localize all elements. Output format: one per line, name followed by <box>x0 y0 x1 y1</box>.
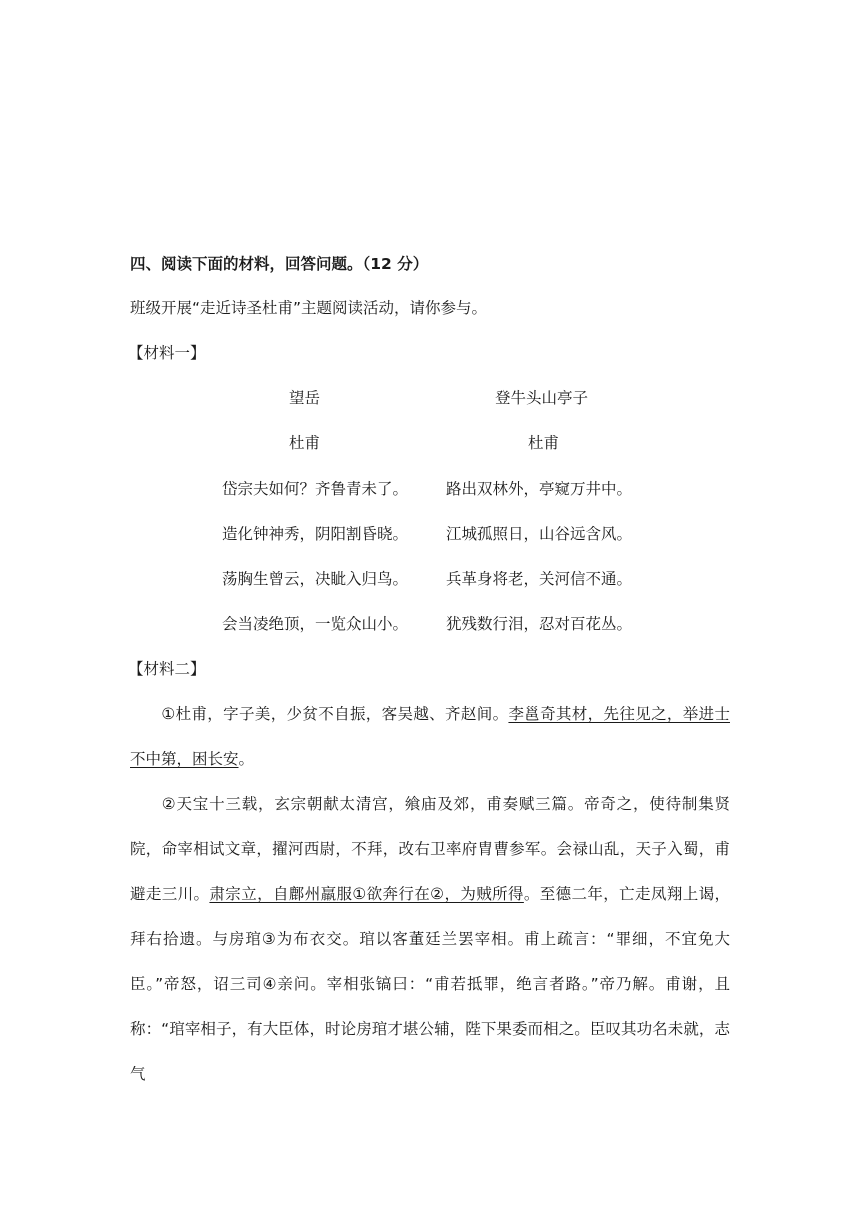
material-two-paragraph-1 <box>130 692 730 782</box>
material-two-paragraph-2 <box>130 782 730 1097</box>
poem-left-line: 造化钟神秀，阴阳割昏晓。 <box>222 525 409 543</box>
paragraph-2-text-cont: 。至德二年，亡走凤翔上谒，拜右拾遗。与房琯③为布衣交。琯以客董廷兰罢宰相。甫上疏言：“罪细，不宜免大臣。”帝怒，诏三司④亲问。宰相张镐曰：“甫若抵罪，绝言者路。”帝乃解。甫谢，且称：“琯宰相子，有大臣体，时论房琯才堪公辅，陛下果委而相之。臣叹其功名未就，志气 <box>130 885 730 1083</box>
paragraph-1-underlined: 李邕奇其材，先往见之，举进士不中第，困长安 <box>130 705 730 768</box>
paragraph-1-end: 。 <box>238 750 255 768</box>
poem-left-title: 望岳 <box>289 389 321 407</box>
poem-right-author: 杜甫 <box>528 434 560 452</box>
poem-right-title: 登牛头山亭子 <box>495 389 589 407</box>
section-heading: 四、阅读下面的材料，回答问题。（12 分） <box>130 255 429 273</box>
paragraph-2-text: ②天宝十三载，玄宗朝献太清宫，飨庙及郊，甫奏赋三篇。帝奇之，使待制集贤院，命宰相试文章，擢河西尉，不拜，改右卫率府胄曹参军。会禄山乱，天子入蜀，甫避走三川。 <box>130 795 730 903</box>
poem-left-line: 会当凌绝顶，一览众山小。 <box>222 615 409 633</box>
section-intro: 班级开展“走近诗圣杜甫”主题阅读活动，请你参与。 <box>130 299 488 317</box>
poem-right-line: 兵革身将老，关河信不通。 <box>446 570 633 588</box>
poem-right-line: 路出双林外，亭窥万井中。 <box>446 480 633 498</box>
poem-left-line: 荡胸生曾云，决眦入归鸟。 <box>222 570 409 588</box>
poem-left-line: 岱宗夫如何？齐鲁青未了。 <box>222 480 409 498</box>
poem-left-author: 杜甫 <box>289 434 321 452</box>
paragraph-2-underlined: 肃宗立，自鄜州羸服①欲奔行在②，为贼所得 <box>209 885 524 903</box>
paragraph-1-text: ①杜甫，字子美，少贫不自振，客吴越、齐赵间。 <box>161 705 509 723</box>
poem-right-line: 江城孤照日，山谷远含风。 <box>446 525 633 543</box>
material-one-label: 【材料一】 <box>128 344 206 362</box>
material-two-label: 【材料二】 <box>128 660 206 678</box>
poem-right-line: 犹残数行泪，忍对百花丛。 <box>446 615 633 633</box>
